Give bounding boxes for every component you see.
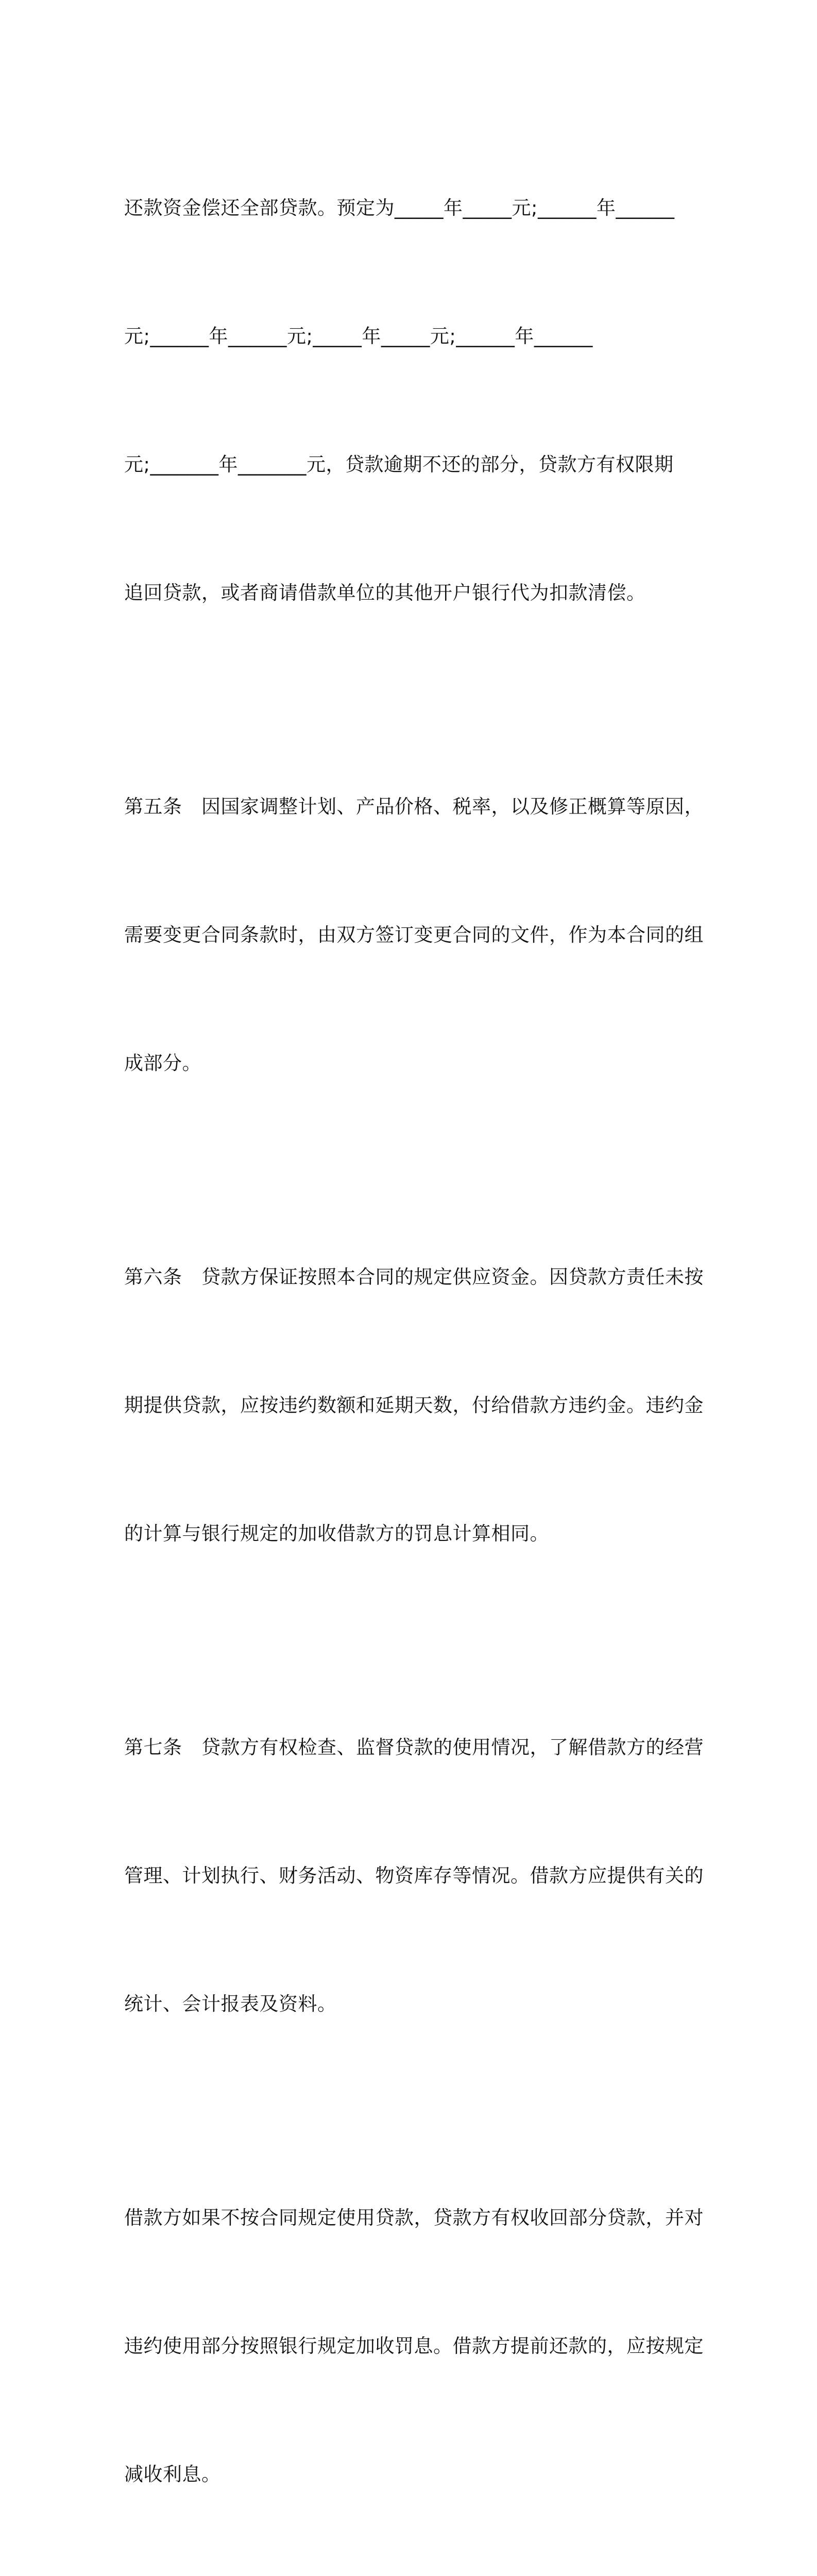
text-line: 元;______年______元;_____年_____元;______年______ <box>124 325 593 347</box>
repayment-paragraph <box>124 101 701 700</box>
text-line: 第六条 贷款方保证按照本合同的规定供应资金。因贷款方责任未按 <box>124 1266 704 1288</box>
text-line: 元;_______年_______元，贷款逾期不还的部分，贷款方有权限期 <box>124 453 674 476</box>
article-5-paragraph <box>124 700 704 1170</box>
text-line: 还款资金偿还全部贷款。预定为_____年_____元;______年______ <box>124 197 675 219</box>
text-line: 第七条 贷款方有权检查、监督贷款的使用情况，了解借款方的经营 <box>124 1736 704 1758</box>
text-line: 减收利息。 <box>124 2463 221 2485</box>
article-7-paragraph <box>124 1640 704 2111</box>
text-line: 追回贷款，或者商请借款单位的其他开户银行代为扣款清偿。 <box>124 582 646 604</box>
article-7-continuation-paragraph <box>124 2111 704 2576</box>
document-body <box>124 101 704 2576</box>
article-6-paragraph <box>124 1170 704 1640</box>
text-line: 统计、会计报表及资料。 <box>124 1993 337 2015</box>
text-line: 成部分。 <box>124 1052 201 1074</box>
text-line: 第五条 因国家调整计划、产品价格、税率，以及修正概算等原因， <box>124 795 704 818</box>
text-line: 违约使用部分按照银行规定加收罚息。借款方提前还款的，应按规定 <box>124 2335 704 2357</box>
text-line: 的计算与银行规定的加收借款方的罚息计算相同。 <box>124 1522 549 1545</box>
text-line: 期提供贷款，应按违约数额和延期天数，付给借款方违约金。违约金 <box>124 1394 704 1416</box>
text-line: 管理、计划执行、财务活动、物资库存等情况。借款方应提供有关的 <box>124 1865 704 1887</box>
text-line: 借款方如果不按合同规定使用贷款，贷款方有权收回部分贷款，并对 <box>124 2207 704 2229</box>
text-line: 需要变更合同条款时，由双方签订变更合同的文件，作为本合同的组 <box>124 924 704 946</box>
